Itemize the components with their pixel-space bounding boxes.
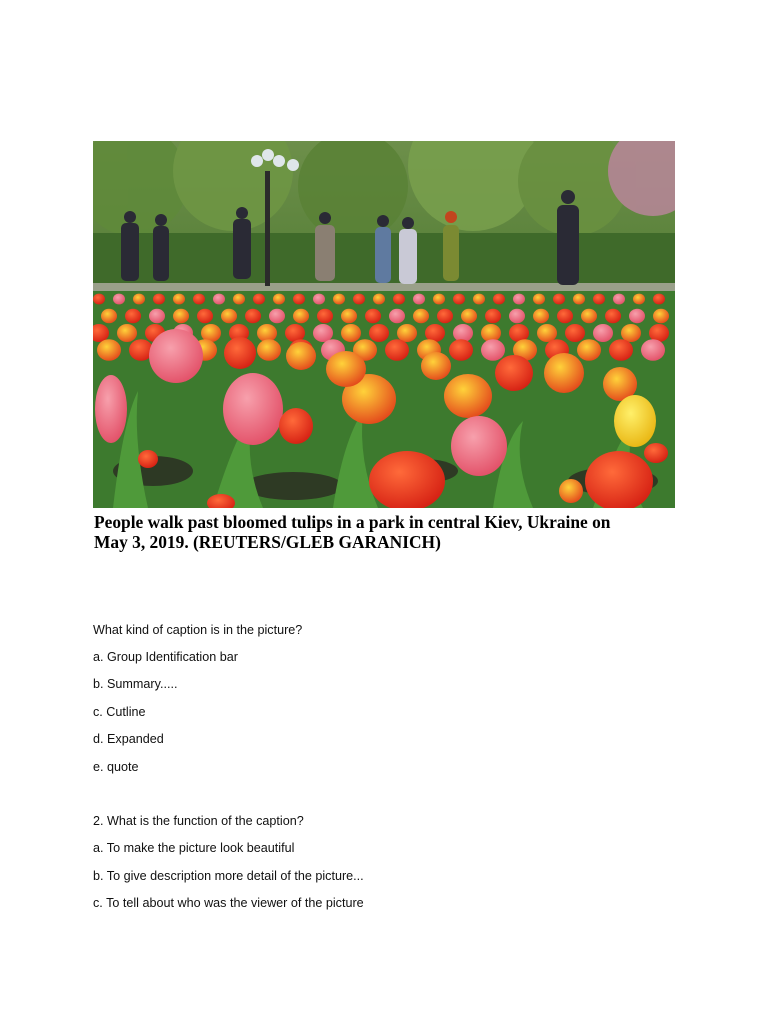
tulip-bloom xyxy=(509,309,525,323)
tulip-bloom xyxy=(397,324,417,342)
tulip-bloom xyxy=(149,309,165,323)
tulip-bloom xyxy=(389,309,405,323)
tulip-bloom xyxy=(221,309,237,323)
tulip-bloom xyxy=(513,294,525,305)
tulip-bloom xyxy=(245,309,261,323)
tulip-bloom xyxy=(317,309,333,323)
tulip-bloom xyxy=(269,309,285,323)
tulip-photo xyxy=(93,141,675,508)
tulip-bloom xyxy=(353,294,365,305)
tulip-bloom xyxy=(113,294,125,305)
question-2-option-a: a. To make the picture look beautiful xyxy=(93,841,295,855)
tulip-bloom xyxy=(533,294,545,305)
tulip-bloom xyxy=(369,324,389,342)
tulip-bloom xyxy=(493,294,505,305)
tulip-bloom xyxy=(453,324,473,342)
tulip-bloom xyxy=(133,294,145,305)
tulip-bloom xyxy=(593,294,605,305)
tulip-bloom xyxy=(253,294,265,305)
tulip-bloom xyxy=(557,309,573,323)
tulip-bloom xyxy=(621,324,641,342)
tulip-bloom xyxy=(553,294,565,305)
tulip-bloom xyxy=(481,339,505,361)
tulip-bloom xyxy=(313,324,333,342)
tulip-bloom xyxy=(593,324,613,342)
tulip-bloom xyxy=(537,324,557,342)
tulip-bloom xyxy=(333,294,345,305)
tulip-bloom xyxy=(613,294,625,305)
question-1-option-e: e. quote xyxy=(93,760,139,774)
tulip-bloom xyxy=(173,294,185,305)
question-1-prompt: What kind of caption is in the picture? xyxy=(93,623,303,637)
tulip-bloom xyxy=(233,294,245,305)
tulip-bloom xyxy=(473,294,485,305)
tulip-bloom xyxy=(365,309,381,323)
tulip-bloom xyxy=(97,339,121,361)
tulip-bloom xyxy=(481,324,501,342)
question-1-option-d: d. Expanded xyxy=(93,732,164,746)
tulip-bloom xyxy=(125,309,141,323)
tulip-bloom xyxy=(101,309,117,323)
question-2-prompt: 2. What is the function of the caption? xyxy=(93,814,304,828)
question-1-option-b: b. Summary..... xyxy=(93,677,178,691)
tulip-bloom xyxy=(341,309,357,323)
tulip-bloom xyxy=(273,294,285,305)
tulip-bloom xyxy=(577,339,601,361)
question-2-option-c: c. To tell about who was the viewer of the picture xyxy=(93,896,364,910)
tulip-bloom xyxy=(93,294,105,305)
tulip-bloom xyxy=(565,324,585,342)
tulip-bloom xyxy=(641,339,665,361)
tulip-bloom xyxy=(293,294,305,305)
tulip-bloom xyxy=(313,294,325,305)
tulip-bloom xyxy=(213,294,225,305)
tulip-bloom xyxy=(293,309,309,323)
tulip-photo-graphic xyxy=(93,141,675,508)
tulip-bloom xyxy=(609,339,633,361)
tulip-bloom xyxy=(453,294,465,305)
tulip-bloom xyxy=(533,309,549,323)
tulip-bloom xyxy=(449,339,473,361)
tulip-bloom xyxy=(605,309,621,323)
tulip-bloom xyxy=(385,339,409,361)
photo-caption xyxy=(94,512,680,552)
tulip-bloom xyxy=(341,324,361,342)
tulip-bloom xyxy=(257,324,277,342)
tulip-bloom xyxy=(461,309,477,323)
caption-line-1: People walk past bloomed tulips in a park in central Kiev, Ukraine on xyxy=(94,512,611,532)
tulip-bloom xyxy=(173,309,189,323)
tulip-bloom xyxy=(633,294,645,305)
tulip-bloom xyxy=(197,309,213,323)
tulip-bloom xyxy=(413,309,429,323)
tulip-bloom xyxy=(437,309,453,323)
tulip-bloom xyxy=(433,294,445,305)
question-1-option-c: c. Cutline xyxy=(93,705,146,719)
question-2-option-b: b. To give description more detail of the picture... xyxy=(93,869,364,883)
caption-line-2: May 3, 2019. (REUTERS/GLEB GARANICH) xyxy=(94,532,441,552)
tulip-bloom xyxy=(653,294,665,305)
tulip-bloom xyxy=(257,339,281,361)
tulip-bloom xyxy=(413,294,425,305)
tulip-bloom xyxy=(117,324,137,342)
tulip-bloom xyxy=(373,294,385,305)
tulip-bloom xyxy=(581,309,597,323)
tulip-bloom xyxy=(393,294,405,305)
tulip-bloom xyxy=(629,309,645,323)
question-1-option-a: a. Group Identification bar xyxy=(93,650,238,664)
tulip-bloom xyxy=(485,309,501,323)
tulip-bloom xyxy=(653,309,669,323)
tulip-bloom xyxy=(193,294,205,305)
tulip-bloom xyxy=(153,294,165,305)
tulip-bloom xyxy=(573,294,585,305)
